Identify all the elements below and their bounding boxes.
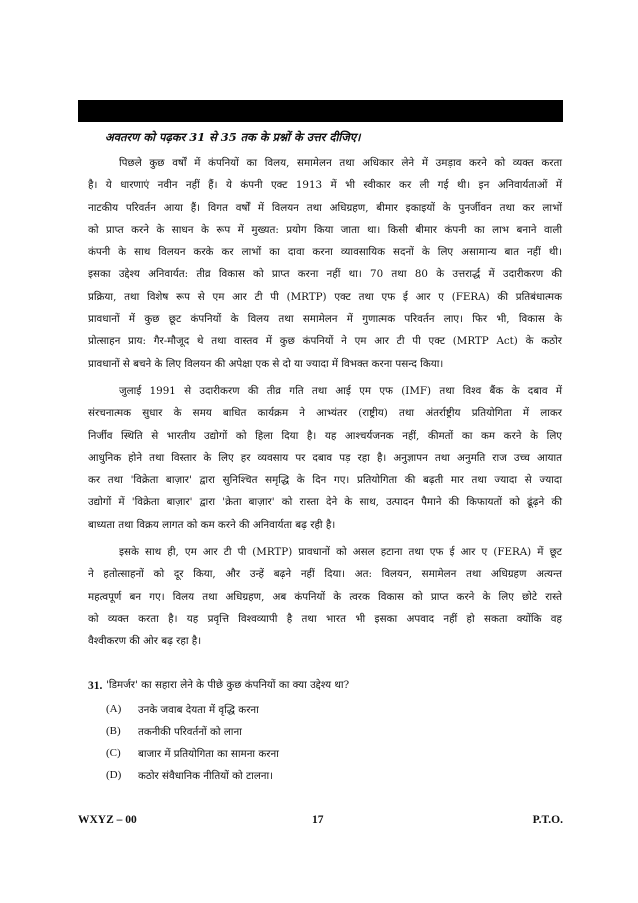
passage-line: प्रावधानों में कुछ छूट कंपनियों के विलय तथा समामेलन में गुणात्मक परिवर्तन लाए। फिर भी, विकास के [88, 313, 562, 326]
passage-line: इसके साथ ही, एम आर टी पी (MRTP) प्रावधानों को असल हटाना तथा एफ ई आर ए (FERA) में छूट [119, 546, 562, 559]
paragraph-3 [88, 541, 562, 652]
passage-line: निर्जीव स्थिति से भारतीय उद्योगों को हिला दिया है। यह आश्चर्यजनक नहीं, कीमतों का कम करने के लिए [88, 429, 562, 442]
passage-instruction: अवतरण को पढ़कर 31 से 35 तक के प्रश्नों के उत्तर दीजिए। [105, 130, 361, 144]
option-label: (D) [106, 769, 122, 781]
option-text: तकनीकी परिवर्तनों को लाना [138, 726, 242, 738]
passage-line: प्रावधानों से बचने के लिए विलयन की अपेक्षा एक से दो या ज्यादा में विभक्त करना पसन्द किया। [88, 357, 444, 370]
option-label: (B) [106, 725, 121, 737]
option-label: (A) [106, 703, 122, 715]
page-footer [78, 814, 563, 830]
passage-line: बाध्यता तथा विक्रय लागत को कम करने की अनिवार्यता बढ़ रही है। [88, 518, 336, 531]
option-text: उनके जवाब देयता में वृद्धि करना [138, 704, 259, 716]
question-text: 'डिमर्जर' का सहारा लेने के पीछे कुछ कंपनियों का क्या उद्देश्य था? [106, 679, 350, 691]
passage-line: नाटकीय परिवर्तन आया हैं। विगत वर्षों में विलयन तथा अधिग्रहण, बीमार इकाइयों के पुनर्जीवन तथा कर लाभों [88, 201, 562, 214]
passage-line: आधुनिक होने तथा विस्तार के लिए हर व्यवसाय पर दबाव पड़ रहा है। अनुज्ञापन तथा अनुमति राज उच्च आयात [88, 451, 562, 464]
passage-line: उद्योगों में 'विक्रेता बाज़ार' द्वारा 'क्रेता बाज़ार' को रास्ता देने के साथ, उत्पादन पैमाने की किफायतों को ढूंढ़ने की [88, 496, 562, 509]
passage-line: प्रक्रिया, तथा विशेष रूप से एम आर टी पी (MRTP) एक्ट तथा एफ ई आर ए (FERA) की प्रतिबंधात्मक [88, 290, 562, 303]
option-label: (C) [106, 747, 121, 759]
passage-line: वैश्वीकरण की ओर बढ़ रहा है। [88, 635, 202, 648]
passage-line: प्रोत्साहन प्राय: गैर-मौजूद थे तथा वास्तव में कुछ कंपनियों ने एम आर टी पी एक्ट (MRTP Act) के कठोर [88, 335, 562, 348]
option-text: बाजार में प्रतियोगिता का सामना करना [138, 748, 279, 760]
paragraph-1 [88, 152, 562, 375]
paper-code: WXYZ – 00 [78, 814, 137, 826]
option-text: कठोर संवैधानिक नीतियों को टालना। [138, 770, 274, 782]
header-black-bar [78, 100, 563, 122]
passage-line: इसका उद्देश्य अनिवार्यत: तीव्र विकास को प्राप्त करना नहीं था। 70 तथा 80 के उत्तरार्द्ध में उदारीकरण की [88, 268, 562, 281]
pto-label: P.T.O. [532, 814, 563, 826]
passage-line: को प्राप्त करने के साधन के रूप में मुख्यत: प्रयोग किया जाता था। किसी बीमार कंपनी का लाभ बनाने वाली [88, 223, 562, 236]
passage-line: ने हतोत्साहनों को दूर किया, और उन्हें बढ़ने नहीं दिया। अत: विलयन, समामेलन तथा अधिग्रहण अत्यन्त [88, 568, 562, 581]
paragraph-2 [88, 380, 562, 536]
passage-line: कर तथा 'विक्रेता बाज़ार' द्वारा सुनिश्चित समृद्धि के दिन गए। प्रतियोगिता की बढ़ती मार तथा ज्यादा से ज्यादा [88, 474, 562, 487]
passage-line: पिछले कुछ वर्षों में कंपनियों का विलय, समामेलन तथा अधिकार लेने में उमड़ाव करने को व्यक्त करता [119, 157, 562, 169]
page-number: 17 [312, 814, 324, 826]
passage-line: को व्यक्त करता है। यह प्रवृत्ति विश्वव्यापी है तथा भारत भी इसका अपवाद नहीं हो सकता क्योंकि वह [88, 612, 562, 625]
passage-line: जुलाई 1991 से उदारीकरण की तीव्र गति तथा आई एम एफ (IMF) तथा विश्व बैंक के दबाव में [119, 384, 562, 397]
passage [88, 152, 562, 658]
passage-line: संरचनात्मक सुधार के समय बाधित कार्यक्रम ने आभ्यंतर (राष्ट्रीय) तथा अंतर्राष्ट्रीय प्रतियोगिता में लाकर [88, 407, 562, 420]
passage-line: कंपनी के साथ विलयन करके कर लाभों का दावा करना व्यावसायिक सदनों के लिए असामान्य बात नहीं थी। [88, 246, 562, 259]
question-number: 31. [88, 680, 103, 692]
passage-line: है। ये धारणाएं नवीन नहीं हैं। ये कंपनी एक्ट 1913 में भी स्वीकार कर ली गई थी। इन अनिवार्यताओं में [88, 179, 562, 192]
passage-line: महत्वपूर्ण बन गए। विलय तथा अधिग्रहण, अब कंपनियों के त्वरक विकास को प्राप्त करने के लिए छोटे रास्ते [88, 590, 562, 603]
